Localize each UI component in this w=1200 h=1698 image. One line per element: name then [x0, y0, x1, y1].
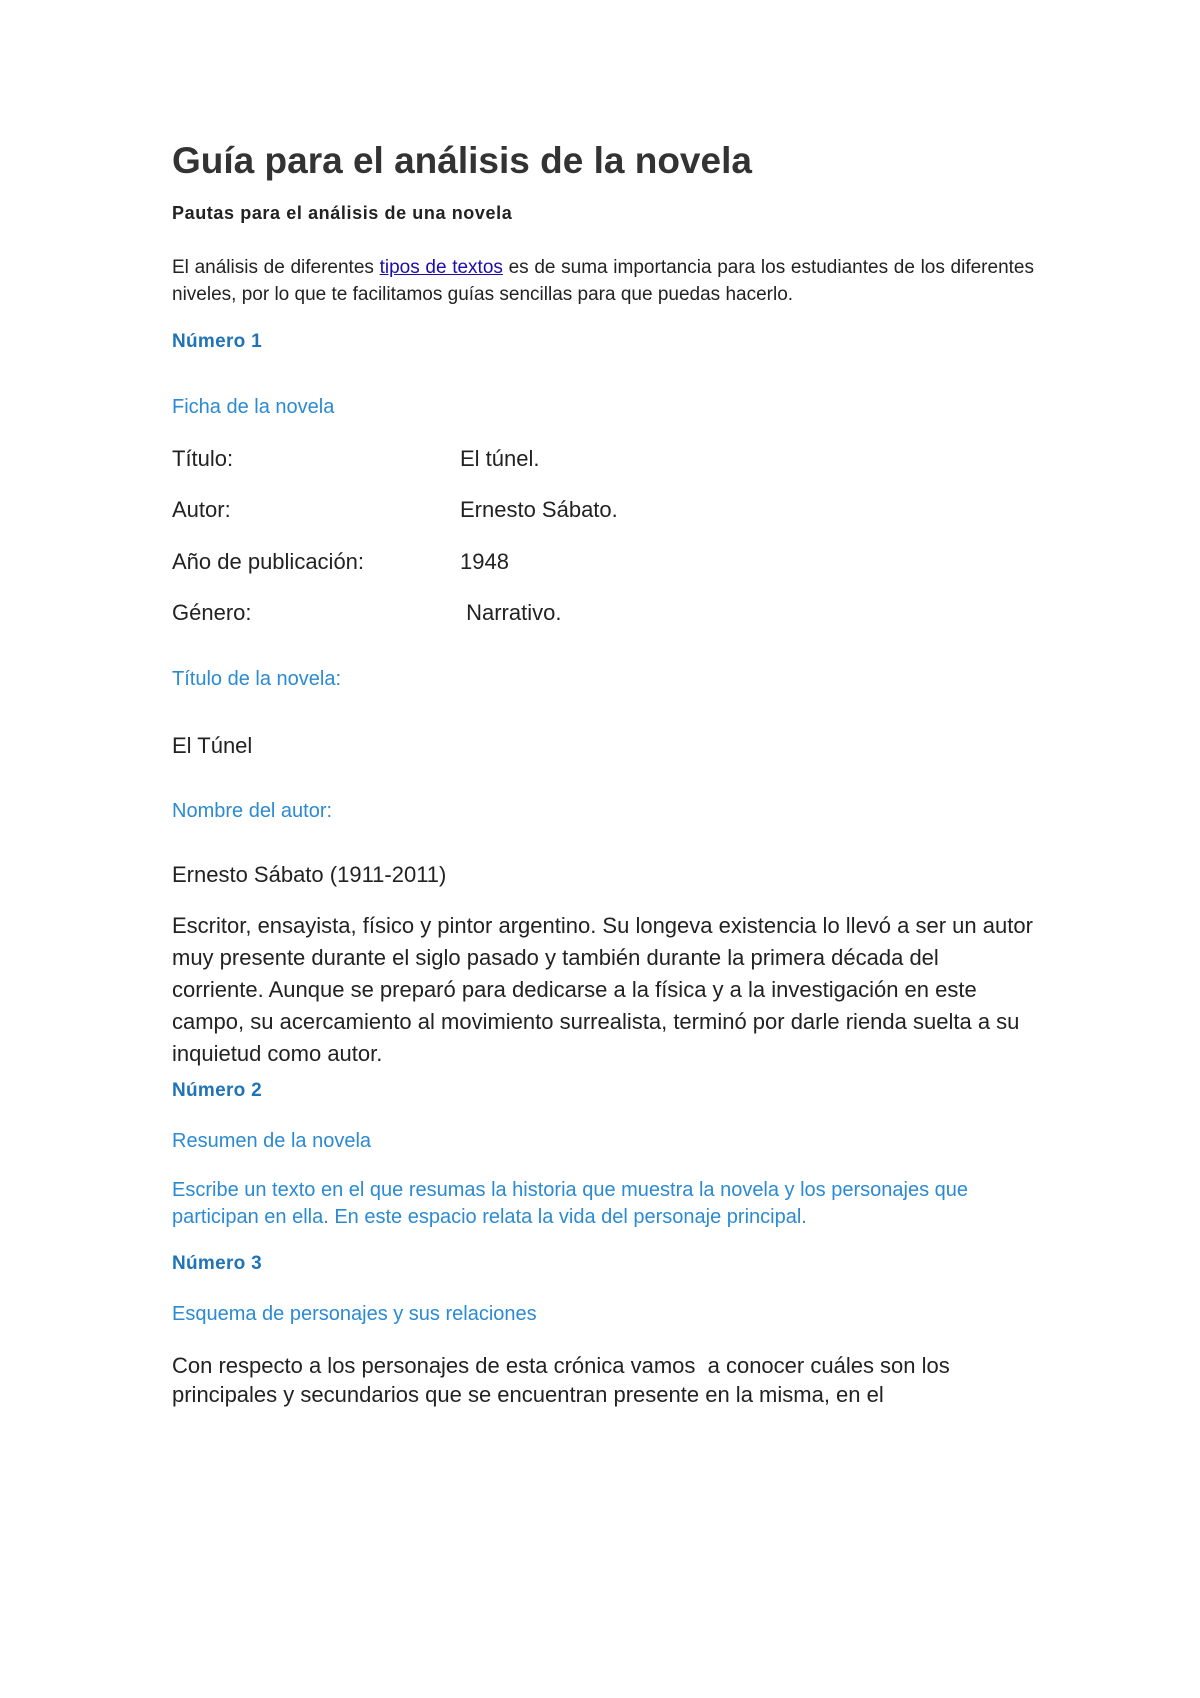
ficha-label: Autor:	[172, 497, 231, 522]
section-2-number: Número 2	[172, 1080, 263, 1101]
document-subtitle: Pautas para el análisis de una novela	[172, 203, 513, 223]
ficha-value: 1948	[460, 549, 509, 574]
author-name-value: Ernesto Sábato (1911-2011)	[172, 862, 447, 887]
author-bio: Escritor, ensayista, físico y pintor argentino. Su longeva existencia lo llevó a ser un autor muy presente durante el siglo pasado y también durante la primera década del corriente. Aunque se preparó para dedicarse a la física y a la investigación en este campo, su acercamiento al movimiento surrealista, terminó por darle rienda suelta a su inquietud como autor.	[172, 913, 1033, 1066]
ficha-value: El túnel.	[460, 446, 540, 471]
characters-heading: Esquema de personajes y sus relaciones	[172, 1303, 537, 1325]
intro-paragraph	[172, 254, 1034, 308]
section-3-number: Número 3	[172, 1253, 263, 1274]
ficha-value: Ernesto Sábato.	[460, 497, 618, 522]
author-name-heading: Nombre del autor:	[172, 800, 333, 822]
characters-text: Con respecto a los personajes de esta crónica vamos a conocer cuáles son los principales y secundarios que se encuentran presente en la misma, en el	[172, 1353, 962, 1407]
tipos-de-textos-link[interactable]: tipos de textos	[379, 257, 503, 278]
novel-title-heading: Título de la novela:	[172, 668, 341, 690]
intro-text-after: es de suma importancia para los estudiantes de los diferentes niveles, por lo que te facilitamos guías sencillas para que puedas hacerlo.	[172, 257, 1034, 305]
ficha-label: Título:	[172, 446, 234, 471]
ficha-label: Género:	[172, 600, 252, 625]
intro-text-before: El análisis de diferentes	[172, 257, 380, 278]
document-title: Guía para el análisis de la novela	[172, 140, 752, 181]
ficha-value: Narrativo.	[460, 600, 562, 625]
novel-title-value: El Túnel	[172, 733, 253, 758]
section-1-number: Número 1	[172, 331, 263, 352]
ficha-heading: Ficha de la novela	[172, 396, 335, 418]
summary-instruction: Escribe un texto en el que resumas la historia que muestra la novela y los personajes que participan en ella. En este espacio relata la vida del personaje principal.	[172, 1179, 969, 1228]
summary-heading: Resumen de la novela	[172, 1130, 372, 1152]
ficha-label: Año de publicación:	[172, 549, 365, 574]
